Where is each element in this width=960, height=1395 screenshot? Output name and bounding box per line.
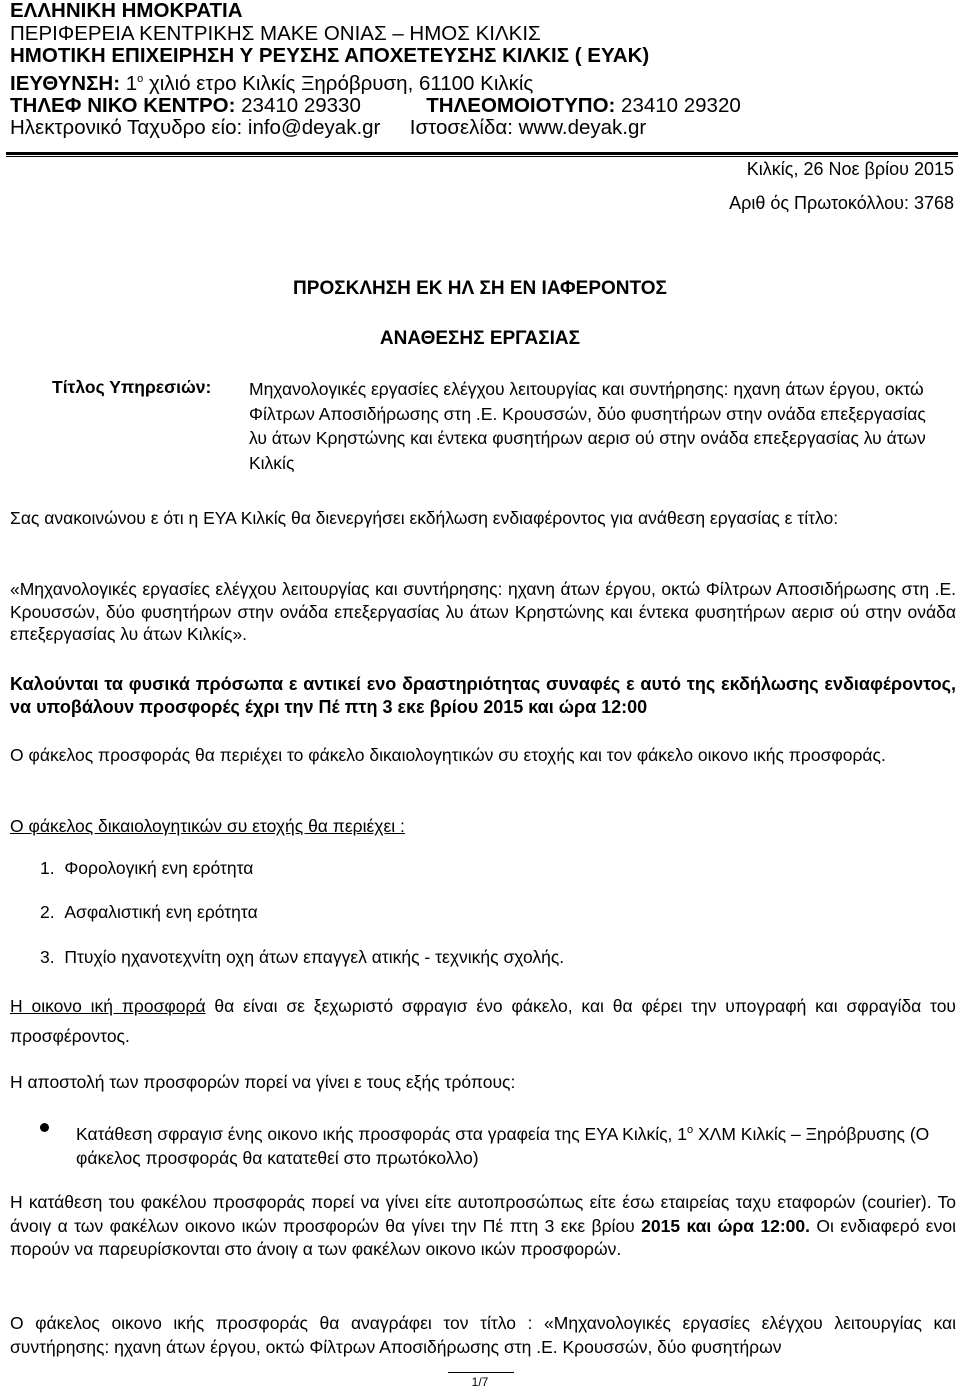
email-link[interactable]: info@deyak.gr [247,116,381,140]
address-value: χιλιό ετρο Κιλκίς Ξηρόβρυση, 61100 Κιλκίς [149,71,534,95]
bullet-text-a: Κατάθεση σφραγισ ένης οικονο ικής προσφοράς στα γραφεία της ΕΥΑ Κιλκίς, 1 [76,1123,687,1144]
list-item-number: 3. [40,947,55,967]
list-item [40,902,258,923]
services-label: Τίτλος Υπηρεσιών: [52,377,212,397]
documents-heading: Ο φάκελος δικαιολογητικών συ ετοχής θα περιέχει : [10,816,405,836]
financial-offer-heading: Η οικονο ική προσφορά [10,996,206,1016]
opening-text-a: Η κατάθεση του φακέλου προσφοράς πορεί να γίνει είτε αυτοπροσώπως είτε έσω εταιρείας ταχυ εταφορών (courier). Το άνοιγ α των φακέλων οικονο ικών προσφορών θα γίνει την Πέ πτη 3 εκε βρίου [10,1192,956,1236]
list-item-text: Φορολογική ενη ερότητα [64,858,254,878]
footer-divider [448,1372,514,1373]
address-sup: ο [137,72,144,85]
financial-offer-paragraph [10,991,956,1051]
protocol-number: Αριθ ός Πρωτοκόλλου: 3768 [729,193,954,213]
financial-offer-text: θα είναι σε ξεχωριστό σφραγισ ένο φάκελο, και θα φέρει την υπογραφή και σφραγίδα του προσφέροντος. [10,996,957,1046]
document-subtitle: ΑΝΑΘΕΣΗΣ ΕΡΓΑΣΙΑΣ [379,328,581,349]
web-link[interactable]: www.deyak.gr [518,116,647,140]
list-item-text: Πτυχίο ηχανοτεχνίτη οχη άτων επαγγελ ατικής - τεχνικής σχολής. [64,947,565,967]
letterhead [10,0,955,140]
project-title-paragraph: «Μηχανολογικές εργασίες ελέγχου λειτουργίας και συντήρησης: ηχανη άτων έργου, οκτώ Φίλτρων Αποσιδήρωσης στη .Ε. Κρουσσών, δύο φυσητήρων στην ονάδα επεξεργασίας λυ άτων Κρηστώνης και έντεκα φυσητήρων αερισ ού στην ονάδα επεξεργασίας λυ άτων Κιλκίς». [10,579,956,644]
address-number: 1 [125,71,138,95]
email-label: Ηλεκτρονικό Ταχυδρο είο: [10,116,243,140]
intro-paragraph: Σας ανακοινώνου ε ότι η ΕΥΑ Κιλκίς θα διενεργήσει εκδήλωση ενδιαφέροντος για ανάθεση εργασίας ε τίτλο: [10,508,839,528]
opening-paragraph [10,1191,956,1262]
submission-paragraph: Η αποστολή των προσφορών πορεί να γίνει ε τους εξής τρόπους: [10,1072,516,1092]
services-value: Μηχανολογικές εργασίες ελέγχου λειτουργίας και συντήρησης: ηχανη άτων έργου, οκτώ Φίλτρων Αποσιδήρωσης στη .Ε. Κρουσσών, δύο φυσητήρων στην ονάδα επεξεργασίας λυ άτων Κρηστώνης και έντεκα φυσητήρων αερισ ού στην ονάδα επεξεργασίας λυ άτων Κιλκίς [249,379,926,473]
page-number: 1/7 [471,1375,489,1389]
envelope-title-paragraph: Ο φάκελος οικονο ικής προσφοράς θα αναγράφει τον τίτλο : «Μηχανολογικές εργασίες ελέγχου λειτουργίας και συντήρησης: ηχανη άτων έργου, οκτώ Φίλτρων Αποσιδήρωσης στη .Ε. Κρουσσών, δύο φυσητήρων [10,1313,956,1357]
list-item [40,947,564,968]
letterhead-region: ΠΕΡΙΦΕΡΕΙΑ ΚΕΝΤΡΙΚΗΣ ΜΑΚΕ ΟΝΙΑΣ – ΗΜΟΣ ΚΙΛΚΙΣ [10,21,541,45]
list-item-text: Ασφαλιστική ενη ερότητα [64,902,258,922]
document-date: Κιλκίς, 26 Νοε βρίου 2015 [746,159,954,179]
web-label: Ιστοσελίδα: [409,116,513,140]
letterhead-country: ΕΛΛΗΝΙΚΗ ΗΜΟΚΡΑΤΙΑ [10,0,243,22]
phone-value: 23410 29330 [241,93,361,117]
envelope-paragraph: Ο φάκελος προσφοράς θα περιέχει το φάκελο δικαιολογητικών συ ετοχής και τον φάκελο οικονο ικής προσφοράς. [10,745,886,765]
letterhead-address [10,68,955,95]
bullet-icon [36,1119,52,1135]
fax-label: ΤΗΛΕΟΜΟΙΟΤΥΠΟ: [426,93,616,117]
phone-label: ΤΗΛΕΦ ΝΙΚΟ ΚΕΝΤΡΟ: [10,93,236,117]
fax-value: 23410 29320 [621,93,741,117]
list-item-number: 2. [40,902,55,922]
opening-text-bold: 2015 και ώρα 12:00. [641,1215,811,1236]
letterhead-contact [10,117,955,140]
address-label: ΙΕΥΘΥΝΣΗ: [10,71,121,95]
document-title: ΠΡΟΣΚΛΗΣΗ ΕΚ ΗΛ ΣΗ ΕΝ ΙΑΦΕΡΟΝΤΟΣ [293,278,667,299]
invitation-paragraph: Καλούνται τα φυσικά πρόσωπα ε αντικεί ενο δραστηριότητας συναφές ε αυτό της εκδήλωσης ενδιαφέροντος, να υποβάλουν προσφορές έχρι την Πέ πτη 3 εκε βρίου 2015 και ώρα 12:00 [10,674,956,717]
list-item [40,858,253,879]
bullet-item [76,1118,956,1170]
letterhead-phones [10,95,955,118]
letterhead-organization: ΗΜΟΤΙΚΗ ΕΠΙΧΕΙΡΗΣΗ Υ ΡΕΥΣΗΣ ΑΠΟΧΕΤΕΥΣΗΣ ΚΙΛΚΙΣ ( ΕΥΑΚ) [10,44,650,67]
list-item-number: 1. [40,858,55,878]
bullet-text-b: ΧΛΜ Κιλκίς – Ξηρόβρυσης (Ο φάκελος προσφοράς θα κατατεθεί στο πρωτόκολλο) [76,1123,930,1168]
opening-text-b: Οι ενδιαφερό ενοι πορούν να παρευρίσκονται στο άνοιγ α των φακέλων οικονο ικών προσφορών. [10,1215,956,1259]
bullet-sup: ο [686,1124,694,1136]
letterhead-divider [6,152,958,157]
